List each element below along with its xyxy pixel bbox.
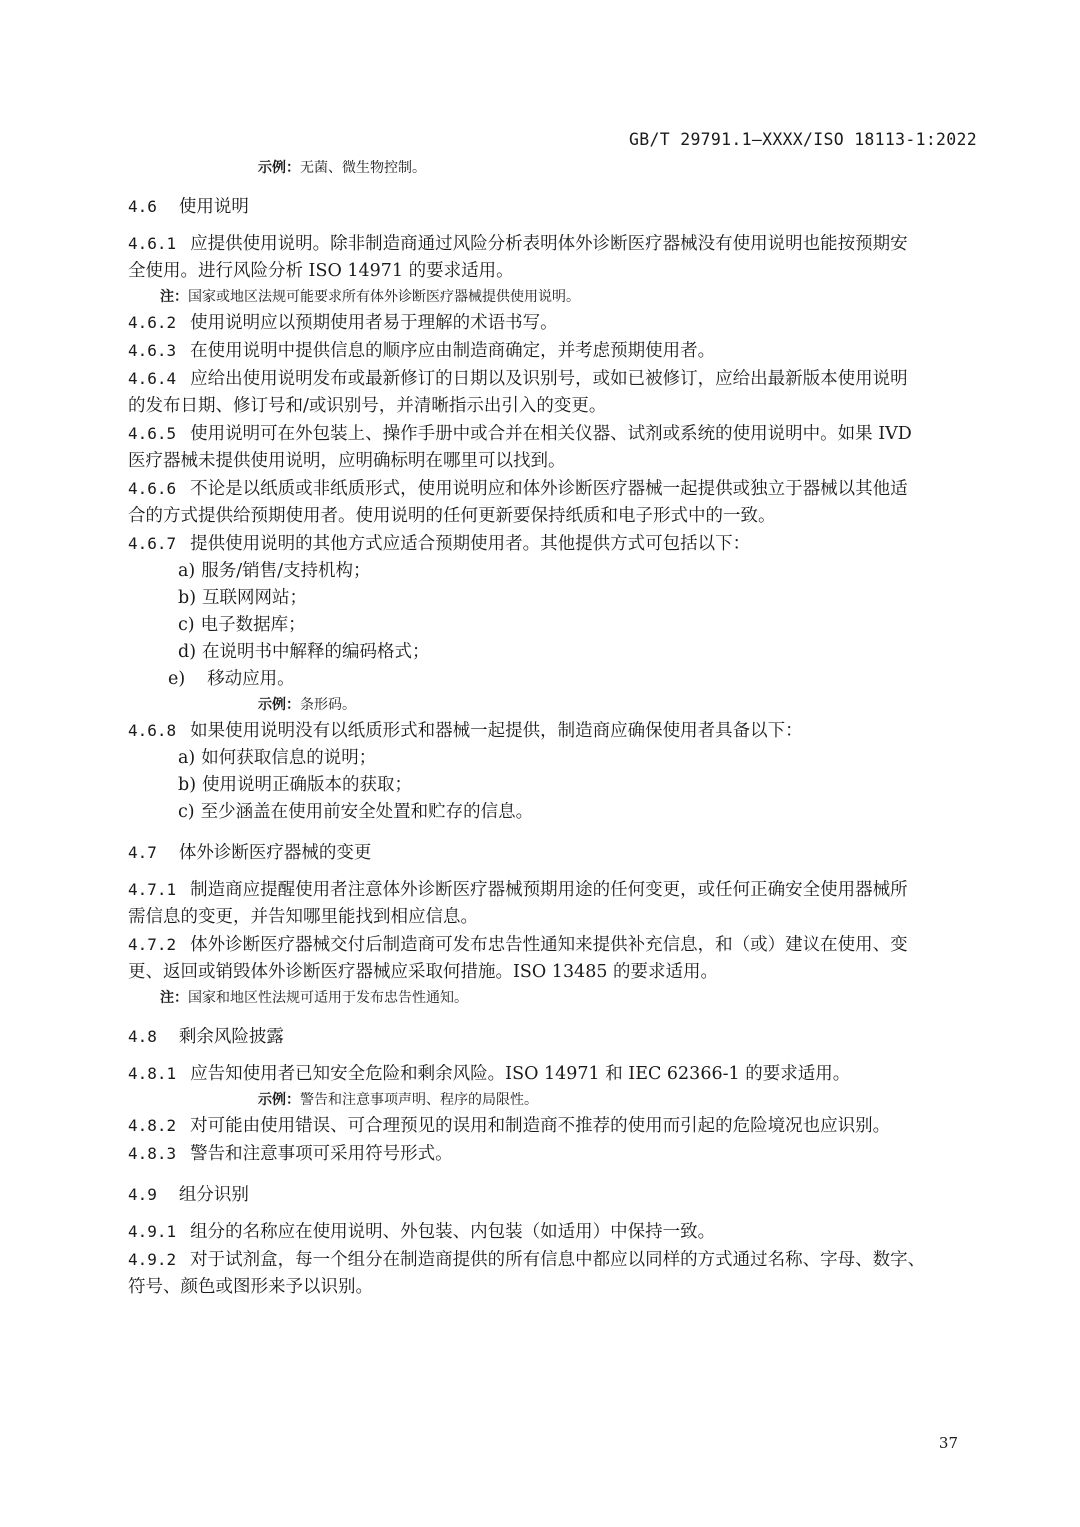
clause-number: 4.6.6: [128, 479, 177, 498]
example-text: 条形码。: [300, 697, 356, 713]
list-item-text: 互联网网站；: [202, 588, 308, 608]
clause-number: 4.6.7: [128, 534, 177, 553]
clause-4-9-2: [128, 1246, 978, 1274]
clause-4-6-4: [128, 365, 978, 393]
note-text: 国家或地区法规可能要求所有体外诊断医疗器械提供使用说明。: [188, 289, 580, 305]
list-marker: c): [178, 615, 195, 635]
document-id-header: GB/T 29791.1—XXXX/ISO 18113-1:2022: [629, 130, 977, 149]
note-label: 注：: [160, 289, 188, 305]
list-item: [128, 639, 978, 666]
clause-4-6-7: [128, 530, 978, 558]
clause-text: 对于试剂盒，每一个组分在制造商提供的所有信息中都应以同样的方式通过名称、字母、数字、: [190, 1250, 926, 1270]
list-marker: b): [178, 588, 197, 608]
note-4-6-1: [128, 285, 978, 309]
clause-4-7-1: [128, 876, 978, 904]
clause-text: 制造商应提醒使用者注意体外诊断医疗器械预期用途的任何变更，或任何正确安全使用器械所: [190, 880, 908, 900]
clause-4-6-1: [128, 230, 978, 258]
section-number: 4.8: [128, 1027, 157, 1046]
section-title: 组分识别: [178, 1185, 249, 1205]
list-item: [128, 799, 978, 826]
clause-continuation: 全使用。进行风险分析 ISO 14971 的要求适用。: [128, 261, 514, 281]
list-marker: c): [178, 802, 195, 822]
clause-4-6-6: [128, 475, 978, 503]
list-marker: b): [178, 775, 197, 795]
clause-text: 组分的名称应在使用说明、外包装、内包装（如适用）中保持一致。: [190, 1222, 716, 1242]
list-marker: d): [178, 642, 197, 662]
clause-text: 应告知使用者已知安全危险和剩余风险。ISO 14971 和 IEC 62366-1 的要求适用。: [190, 1064, 851, 1084]
clause-number: 4.6.3: [128, 341, 177, 360]
clause-text: 提供使用说明的其他方式应适合预期使用者。其他提供方式可包括以下：: [190, 534, 751, 554]
clause-text: 使用说明应以预期使用者易于理解的术语书写。: [190, 313, 558, 333]
section-number: 4.7: [128, 843, 157, 862]
list-item-text: 使用说明正确版本的获取；: [202, 775, 413, 795]
clause-4-9-1: [128, 1218, 978, 1246]
list-item-text: 在说明书中解释的编码格式；: [202, 642, 430, 662]
list-marker: a): [178, 561, 196, 581]
clause-text: 不论是以纸质或非纸质形式，使用说明应和体外诊断医疗器械一起提供或独立于器械以其他适: [190, 479, 908, 499]
section-number: 4.6: [128, 197, 157, 216]
clause-number: 4.7.1: [128, 880, 177, 899]
section-heading-4-8: [128, 1023, 978, 1051]
example-note: [128, 693, 978, 717]
section-heading-4-9: [128, 1181, 978, 1209]
clause-number: 4.8.3: [128, 1144, 177, 1163]
clause-text: 使用说明可在外包装上、操作手册中或合并在相关仪器、试剂或系统的使用说明中。如果 IVD: [190, 424, 912, 444]
clause-continuation: 更、返回或销毁体外诊断医疗器械应采取何措施。ISO 13485 的要求适用。: [128, 962, 719, 982]
clause-4-8-1: [128, 1060, 978, 1088]
clause-text: 体外诊断医疗器械交付后制造商可发布忠告性通知来提供补充信息，和（或）建议在使用、变: [190, 935, 908, 955]
note-label: 注：: [160, 990, 188, 1006]
clause-continuation: 符号、颜色或图形来予以识别。: [128, 1277, 373, 1297]
example-label: 示例：: [258, 1092, 300, 1108]
clause-number: 4.6.5: [128, 424, 177, 443]
section-title: 剩余风险披露: [178, 1027, 284, 1047]
clause-4-8-3: [128, 1140, 978, 1168]
example-note: [128, 156, 978, 180]
clause-4-7-2: [128, 931, 978, 959]
note-text: 国家和地区性法规可适用于发布忠告性通知。: [188, 990, 468, 1006]
list-item: [128, 585, 978, 612]
clause-4-6-3: [128, 337, 978, 365]
clause-number: 4.8.2: [128, 1116, 177, 1135]
clause-text: 警告和注意事项可采用符号形式。: [190, 1144, 453, 1164]
list-marker: a): [178, 748, 196, 768]
section-title: 使用说明: [178, 197, 249, 217]
example-text: 无菌、微生物控制。: [300, 160, 426, 176]
clause-number: 4.8.1: [128, 1064, 177, 1083]
clause-number: 4.6.4: [128, 369, 177, 388]
section-title: 体外诊断医疗器械的变更: [178, 843, 372, 863]
note-4-7-2: [128, 986, 978, 1010]
example-label: 示例：: [258, 160, 300, 176]
clause-text: 对可能由使用错误、可合理预见的误用和制造商不推荐的使用而引起的危险境况也应识别。: [190, 1116, 891, 1136]
clause-number: 4.9.1: [128, 1222, 177, 1241]
list-item-text: 如何获取信息的说明；: [201, 748, 377, 768]
clause-continuation: 的发布日期、修订号和/或识别号，并清晰指示出引入的变更。: [128, 396, 607, 416]
clause-4-6-5: [128, 420, 978, 448]
clause-number: 4.6.1: [128, 234, 177, 253]
clause-text: 应提供使用说明。除非制造商通过风险分析表明体外诊断医疗器械没有使用说明也能按预期安: [190, 234, 908, 254]
clause-number: 4.7.2: [128, 935, 177, 954]
list-marker: e): [168, 669, 186, 689]
clause-continuation: 需信息的变更，并告知哪里能找到相应信息。: [128, 907, 478, 927]
clause-text: 应给出使用说明发布或最新修订的日期以及识别号，或如已被修订，应给出最新版本使用说明: [190, 369, 908, 389]
clause-4-6-8: [128, 717, 978, 745]
list-item-text: 移动应用。: [207, 669, 295, 689]
clause-4-8-2: [128, 1112, 978, 1140]
document-body: [128, 156, 978, 1301]
clause-text: 在使用说明中提供信息的顺序应由制造商确定，并考虑预期使用者。: [190, 341, 716, 361]
clause-number: 4.6.8: [128, 721, 177, 740]
list-item: [128, 772, 978, 799]
section-heading-4-6: [128, 193, 978, 221]
example-label: 示例：: [258, 697, 300, 713]
page-number: 37: [938, 1434, 958, 1452]
list-item-text: 服务/销售/支持机构；: [201, 561, 371, 581]
section-heading-4-7: [128, 839, 978, 867]
clause-text: 如果使用说明没有以纸质形式和器械一起提供，制造商应确保使用者具备以下：: [190, 721, 803, 741]
clause-4-6-2: [128, 309, 978, 337]
list-item: [128, 745, 978, 772]
list-item-text: 至少涵盖在使用前安全处置和贮存的信息。: [200, 802, 534, 822]
section-number: 4.9: [128, 1185, 157, 1204]
list-item: [128, 612, 978, 639]
list-item-text: 电子数据库；: [200, 615, 306, 635]
list-item: [128, 558, 978, 585]
example-text: 警告和注意事项声明、程序的局限性。: [300, 1092, 538, 1108]
list-item: [128, 666, 978, 693]
example-note: [128, 1088, 978, 1112]
clause-continuation: 医疗器械未提供使用说明，应明确标明在哪里可以找到。: [128, 451, 566, 471]
clause-continuation: 合的方式提供给预期使用者。使用说明的任何更新要保持纸质和电子形式中的一致。: [128, 506, 776, 526]
clause-number: 4.6.2: [128, 313, 177, 332]
clause-number: 4.9.2: [128, 1250, 177, 1269]
